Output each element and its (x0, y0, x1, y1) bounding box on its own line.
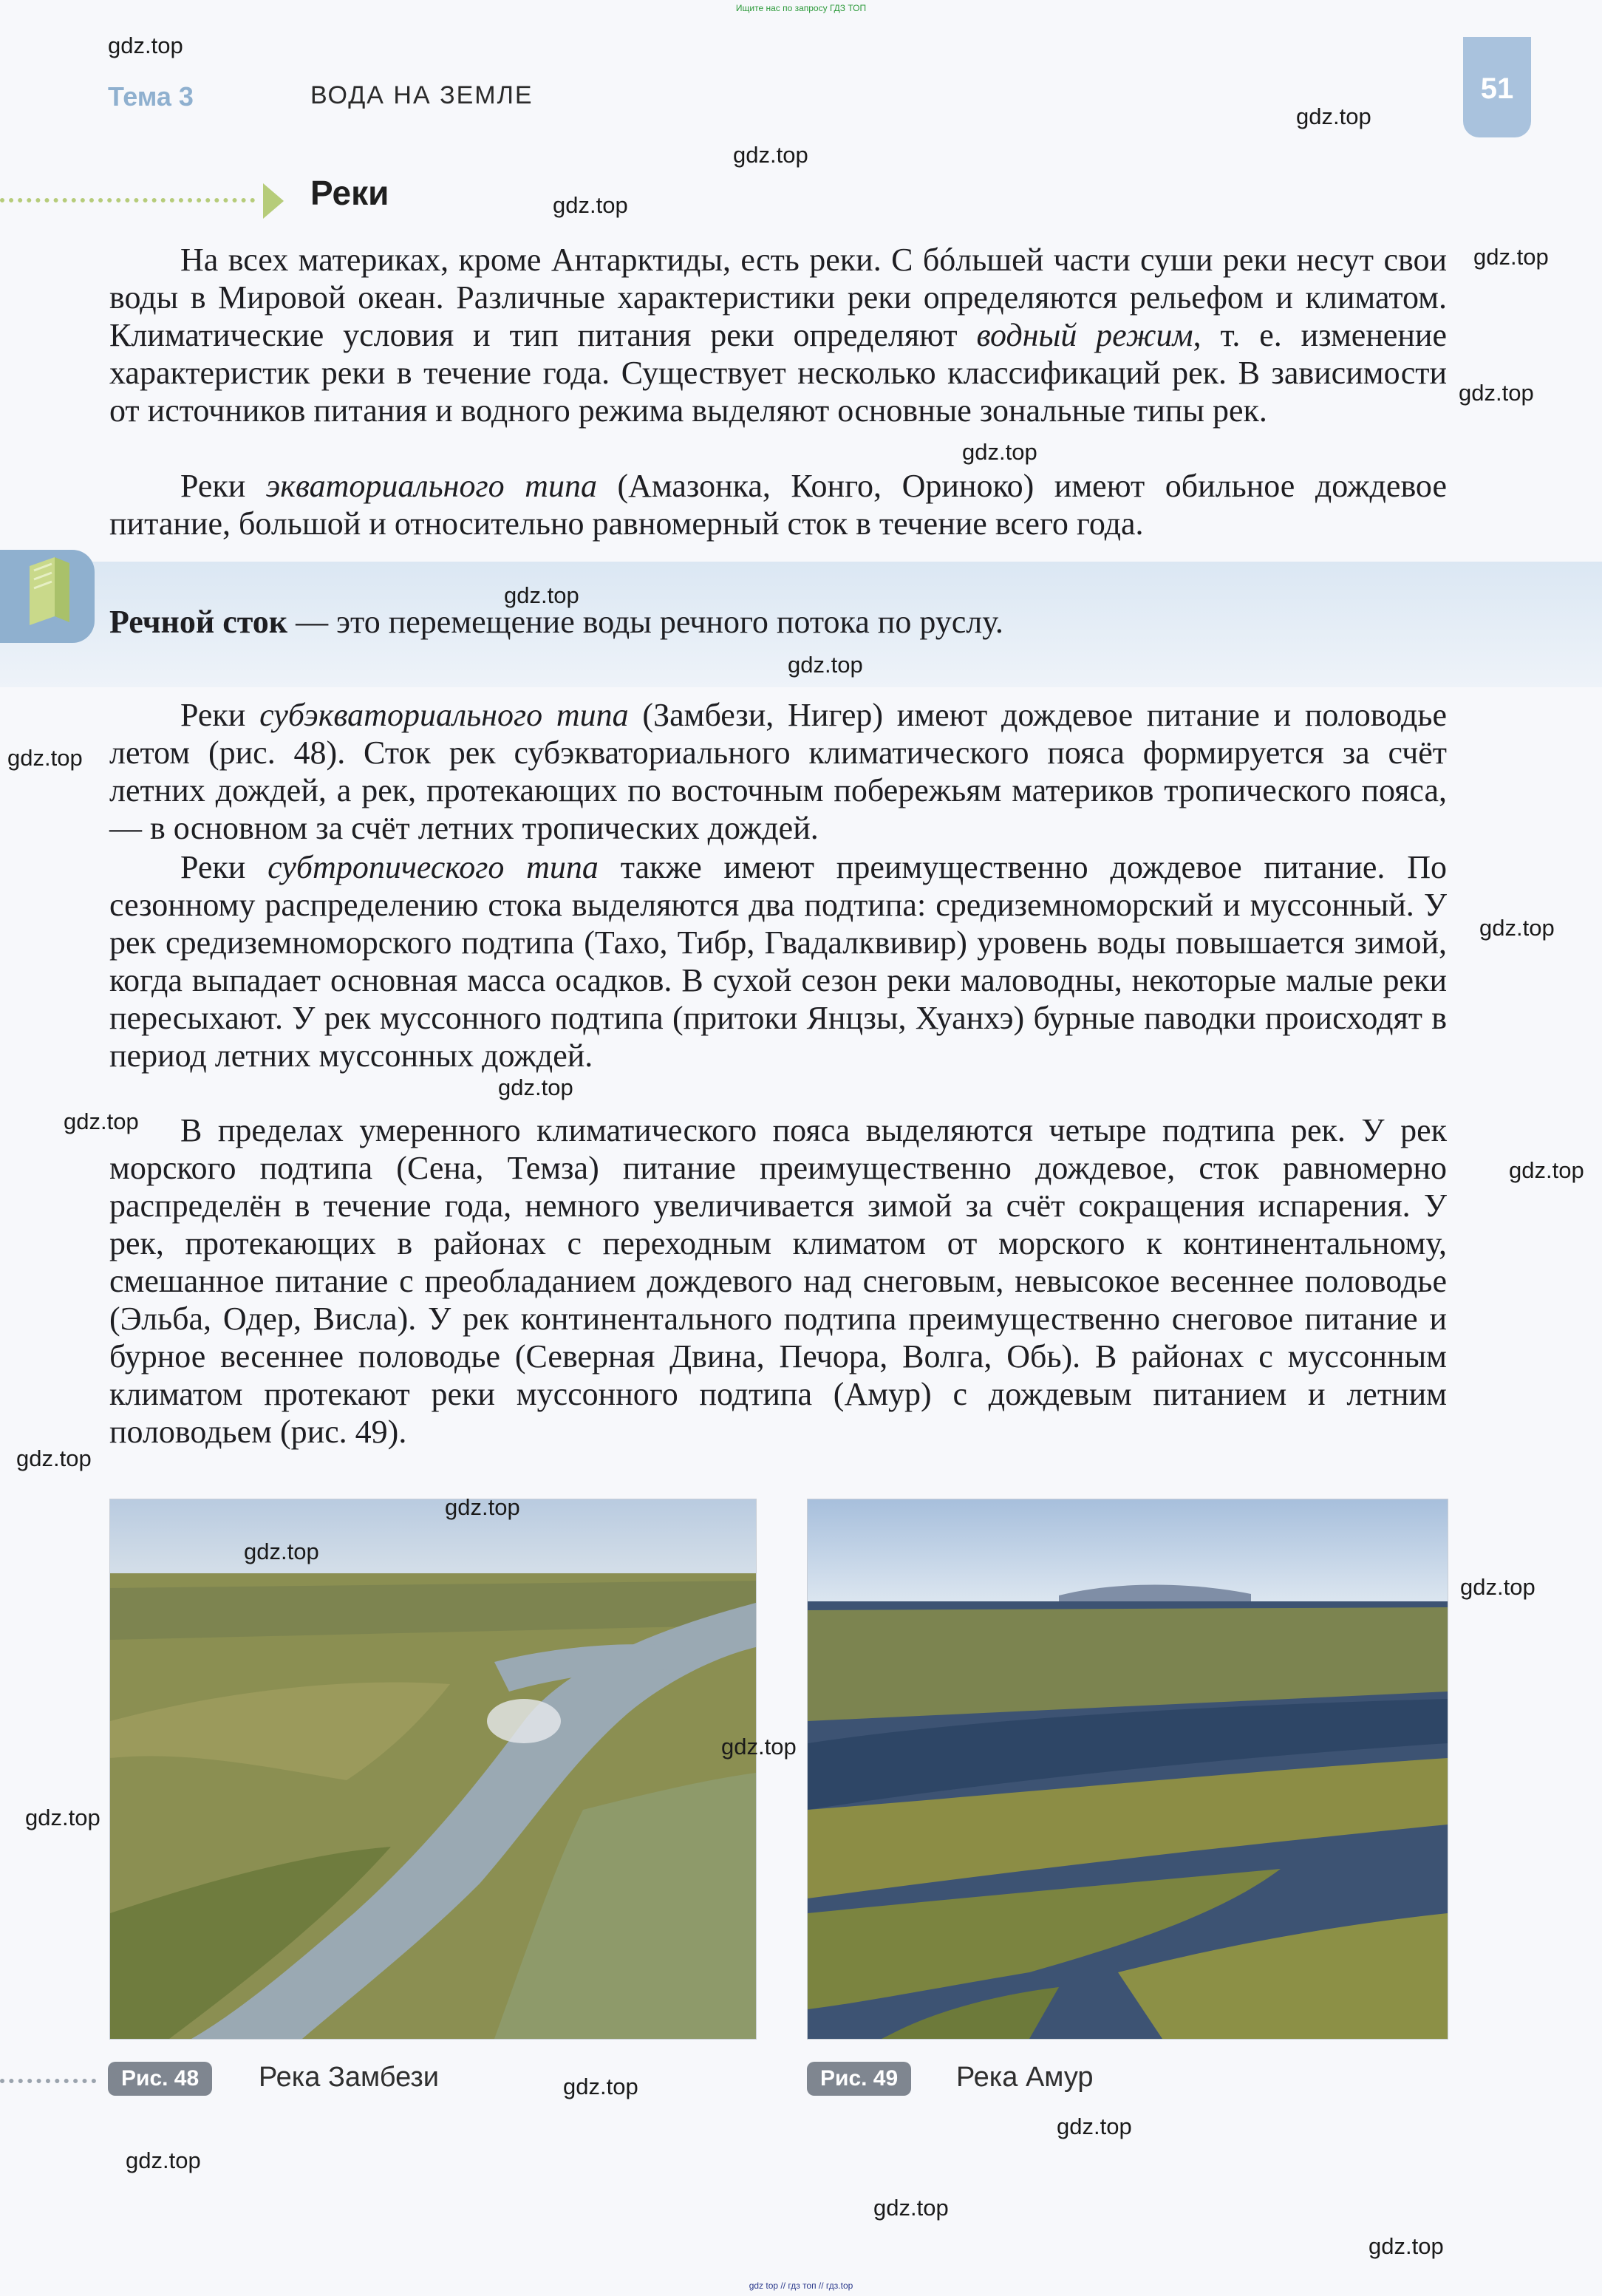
figure-49-caption: Река Амур (956, 2062, 1094, 2093)
watermark: gdz.top (563, 2074, 638, 2099)
figure-dotted-line (0, 2079, 96, 2083)
title-dotted-line (0, 198, 255, 202)
footer-note: gdz top // гдз топ // гдз.top (749, 2280, 853, 2291)
term-subtropical: субтропического типа (267, 849, 599, 885)
watermark: gdz.top (16, 1445, 92, 1471)
paragraph-5: В пределах умеренного климатического пояса выделяются четыре подтипа рек. У рек морского подтипа (Сена, Темза) питание преимущественно дождевое, сток равномерно распределён в течение года, немного увеличивается зимой за счёт сокращения испарения. У рек, протекающих в районах с переходным климатом от морского к континентальному, смешанное питание с преобладанием дождевого над снеговым, невысокое весеннее половодье (Эльба, Одер, Висла). У рек континентального подтипа преимущественно снеговое питание и бурное весеннее половодье (Северная Двина, Печора, Волга, Обь). В районах с муссонным климатом протекают реки муссонного подтипа (Амур) с дождевым питанием и летним половодьем (рис. 49). (109, 1112, 1447, 1450)
definition-term: Речной сток (109, 604, 288, 640)
paragraph-4: Реки субтропического типа также имеют преимущественно дождевое питание. По сезонному распределению стока выделяются два подтипа: средиземноморский и муссонный. У рек средиземноморского подтипа (Тахо, Тибр, Гвадалквивир) уровень воды повышается зимой, когда выпадает основная масса осадков. В сухой сезон реки маловодны, некоторые малые реки пересыхают. У рек муссонного подтипа (притоки Янцзы, Хуанхэ) бурные паводки происходят в период летних муссонных дождей. (109, 849, 1447, 1074)
paragraph-1: На всех материках, кроме Антарктиды, есть реки. С бóльшей части суши реки несут свои воды в Мировой океан. Различные характеристики реки определяются рельефом и климатом. Климатические условия и тип питания реки определяют водный режим, т. е. изменение характеристик реки в течение года. Существует несколько классификаций рек. В зависимости от источников питания и водного режима выделяют основные зональные типы рек. (109, 242, 1448, 429)
watermark: gdz.top (498, 1074, 573, 1100)
top-note: Ищите нас по запросу ГДЗ ТОП (735, 3, 867, 13)
term-equatorial: экваториального типа (265, 468, 597, 504)
paragraph-2: Реки экваториального типа (Амазонка, Конго, Ориноко) имеют обильное дождевое питание, большой и относительно равномерный сток в течение всего года. (109, 468, 1447, 542)
term-water-regime: водный режим (976, 317, 1193, 353)
watermark: gdz.top (1368, 2233, 1444, 2259)
paragraph-3: Реки субэкваториального типа (Замбези, Нигер) имеют дождевое питание и половодье летом (рис. 48). Сток рек субэкваториального климатического пояса формируется за счёт летних дождей, а рек, протекающих по восточным побережьям материков тропического пояса, — в основном за счёт летних тропических дождей. (109, 697, 1448, 846)
watermark: gdz.top (873, 2195, 949, 2221)
watermark: gdz.top (1459, 380, 1534, 406)
book-icon (25, 556, 74, 627)
watermark: gdz.top (1473, 244, 1549, 270)
watermark: gdz.top (108, 33, 183, 58)
watermark: gdz.top (1057, 2113, 1132, 2139)
figure-48-caption: Река Замбези (259, 2062, 440, 2093)
watermark: gdz.top (25, 1805, 100, 1830)
watermark: gdz.top (244, 1539, 319, 1564)
watermark: gdz.top (553, 192, 628, 218)
watermark: gdz.top (64, 1108, 139, 1134)
watermark: gdz.top (504, 582, 579, 608)
watermark: gdz.top (962, 439, 1037, 465)
topic-label: Тема 3 (108, 81, 194, 112)
title-arrow-icon (263, 183, 284, 219)
watermark: gdz.top (1296, 103, 1371, 129)
photo-zambezi (109, 1499, 757, 2040)
watermark: gdz.top (1479, 915, 1555, 941)
photo-amur (807, 1499, 1448, 2040)
term-subequatorial: субэкваториального типа (259, 697, 629, 733)
watermark: gdz.top (1509, 1157, 1584, 1183)
definition-river-flow: Речной сток — это перемещение воды речного потока по руслу. (109, 604, 1003, 640)
watermark: gdz.top (788, 652, 863, 678)
watermark: gdz.top (7, 745, 83, 771)
watermark: gdz.top (721, 1734, 797, 1760)
page-title: Реки (310, 174, 389, 212)
watermark: gdz.top (1460, 1574, 1535, 1600)
page-number: 51 (1480, 72, 1514, 105)
section-heading: ВОДА НА ЗЕМЛЕ (310, 81, 534, 109)
figure-49-label: Рис. 49 (807, 2062, 911, 2096)
watermark: gdz.top (126, 2147, 201, 2173)
watermark: gdz.top (733, 142, 808, 168)
figure-48-label: Рис. 48 (108, 2062, 212, 2096)
watermark: gdz.top (445, 1494, 520, 1520)
